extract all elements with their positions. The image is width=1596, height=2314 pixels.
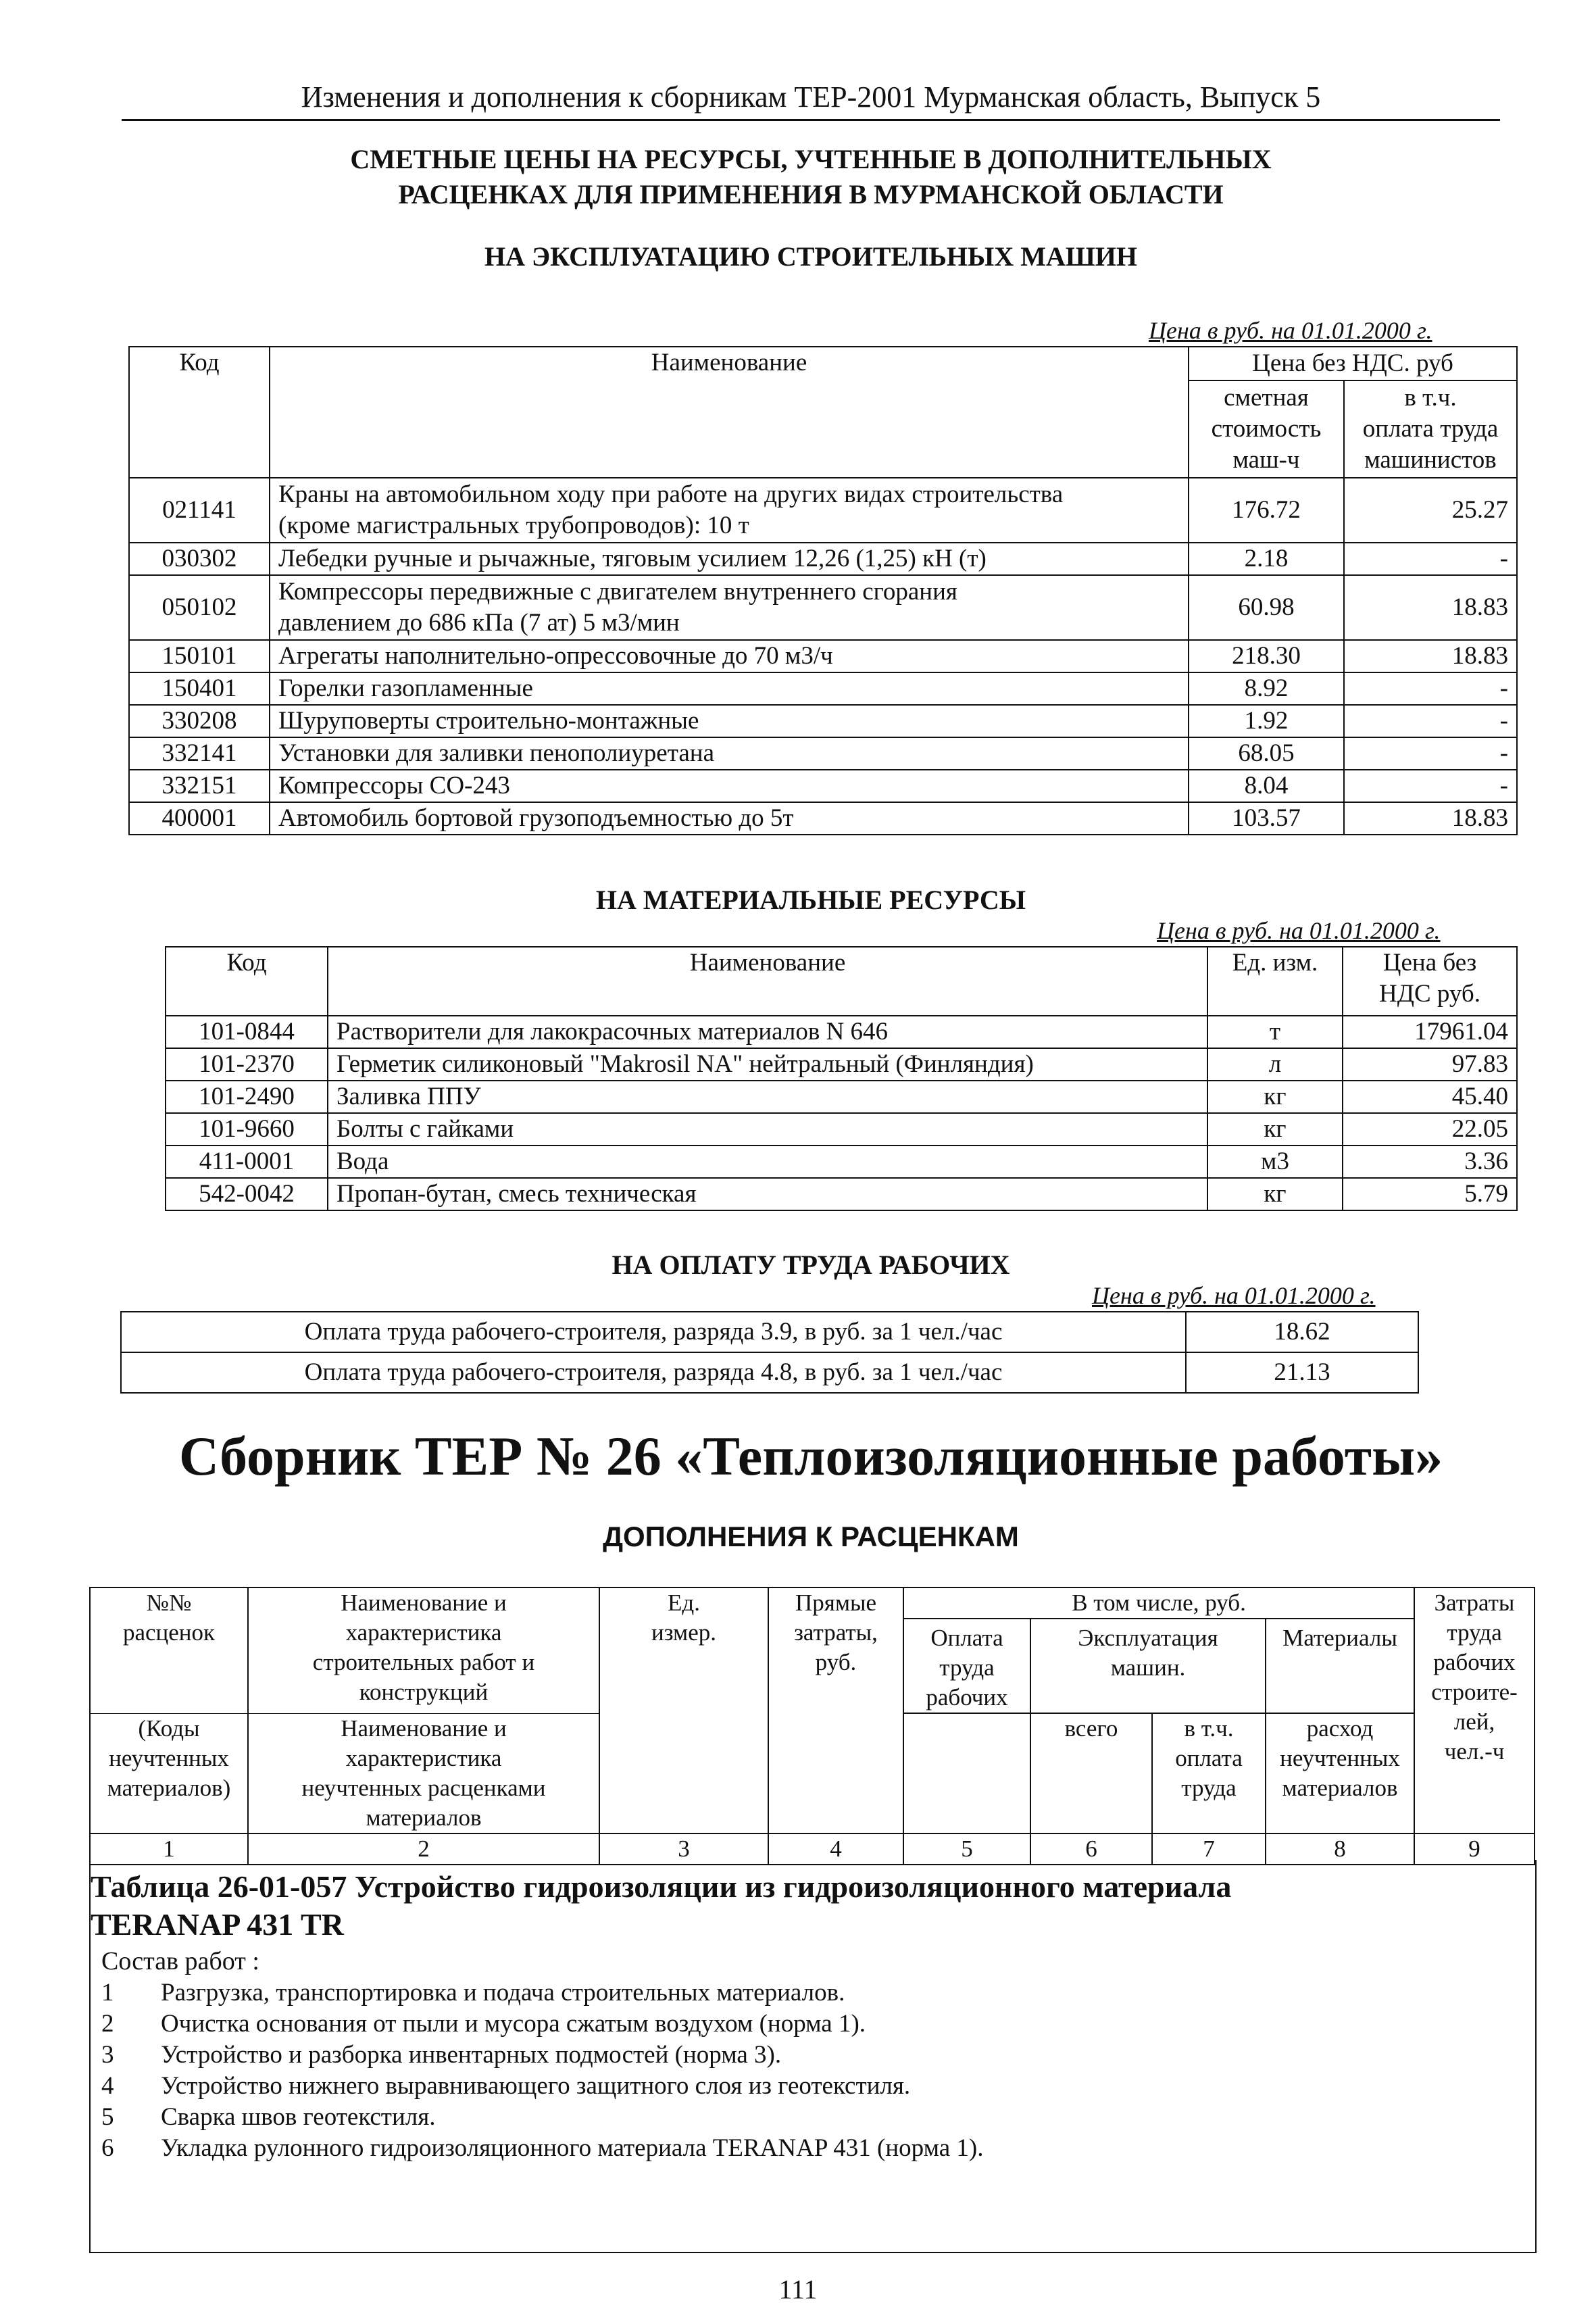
material-name: Пропан-бутан, смесь техническая (328, 1178, 1207, 1210)
section-title (122, 142, 1500, 212)
material-row (166, 1113, 1517, 1146)
machine-wage: 25.27 (1344, 478, 1517, 543)
col-price-header: Цена без НДС. руб (1189, 347, 1517, 380)
col-cost-header: сметная стоимость маш-ч (1189, 380, 1344, 478)
machine-name-line: Лебедки ручные и рычажные, тяговым усилием 12,26 (1,25) кН (т) (278, 545, 987, 572)
machine-name-line: (кроме магистральных трубопроводов): 10 т (278, 512, 749, 539)
machine-name (270, 672, 1189, 705)
machine-row (129, 737, 1517, 770)
machine-wage: - (1344, 770, 1517, 802)
machine-name (270, 705, 1189, 737)
machine-code: 030302 (129, 543, 270, 575)
column-number: 7 (1152, 1833, 1266, 1865)
machine-code: 150401 (129, 672, 270, 705)
collection-title: Сборник ТЕР № 26 «Теплоизоляционные работы» (178, 1425, 1443, 1487)
machine-row (129, 672, 1517, 705)
machine-name-line: Компрессоры СО-243 (278, 772, 510, 799)
norm-number-header: №№ расценок (90, 1587, 248, 1713)
running-header: Изменения и дополнения к сборникам ТЕР-2001 Мурманская область, Выпуск 5 (301, 80, 1321, 114)
machine-name-line: Агрегаты наполнительно-опрессовочные до 70 м3/ч (278, 642, 833, 670)
work-item (101, 2071, 984, 2102)
machine-cost: 176.72 (1189, 478, 1344, 543)
work-item (101, 2040, 984, 2071)
machine-row (129, 770, 1517, 802)
work-item (101, 2102, 984, 2133)
norm-materials-header: Материалы (1266, 1619, 1414, 1713)
machine-name (270, 640, 1189, 672)
column-number: 4 (768, 1833, 903, 1865)
norm-wages-header: Оплата труда рабочих (903, 1619, 1030, 1713)
work-item-text: Укладка рулонного гидроизоляционного материала TERANAP 431 (норма 1). (161, 2134, 984, 2162)
material-row (166, 1016, 1517, 1048)
column-number: 6 (1030, 1833, 1152, 1865)
col-wage-header: в т.ч. оплата труда машинистов (1344, 380, 1517, 478)
column-number: 8 (1266, 1833, 1414, 1865)
work-item-text: Устройство нижнего выравнивающего защитного слоя из геотекстиля. (161, 2072, 911, 2100)
work-item (101, 1977, 984, 2009)
machine-name-line: давлением до 686 кПа (7 ат) 5 м3/мин (278, 609, 680, 637)
material-price: 45.40 (1343, 1081, 1517, 1113)
machine-row (129, 478, 1517, 543)
material-name: Болты с гайками (328, 1113, 1207, 1146)
material-row (166, 1178, 1517, 1210)
machine-code: 400001 (129, 802, 270, 835)
machine-name (270, 575, 1189, 640)
machine-wage: - (1344, 705, 1517, 737)
labor-row (121, 1312, 1418, 1352)
machine-row (129, 705, 1517, 737)
page-number: 111 (778, 2274, 818, 2305)
machine-code: 050102 (129, 575, 270, 640)
material-price: 22.05 (1343, 1113, 1517, 1146)
norm-material-use-header: расход неучтенных материалов (1266, 1713, 1414, 1833)
machines-heading: НА ЭКСПЛУАТАЦИЮ СТРОИТЕЛЬНЫХ МАШИН (484, 241, 1137, 272)
work-item-text: Очистка основания от пыли и мусора сжатым воздухом (норма 1). (161, 2010, 866, 2038)
work-item-number: 2 (101, 2010, 114, 2038)
section-title-line-2: РАСЦЕНКАХ ДЛЯ ПРИМЕНЕНИЯ В МУРМАНСКОЙ ОБЛАСТИ (398, 179, 1224, 210)
material-unit: л (1207, 1048, 1343, 1081)
column-number: 2 (248, 1833, 599, 1865)
material-row (166, 1146, 1517, 1178)
material-price: 5.79 (1343, 1178, 1517, 1210)
materials-price-note: Цена в руб. на 01.01.2000 г. (1157, 917, 1441, 944)
norm-machines-header: Эксплуатация машин. (1030, 1619, 1266, 1713)
machines-price-table (128, 346, 1518, 835)
norm-wages-empty (903, 1713, 1030, 1833)
material-name: Герметик силиконовый "Makrosil NA" нейтральный (Финляндия) (328, 1048, 1207, 1081)
norm-including-header: В том числе, руб. (903, 1587, 1414, 1619)
materials-price-table (165, 946, 1518, 1211)
machine-name-line: Установки для заливки пенополиуретана (278, 739, 714, 767)
labor-price-table (120, 1311, 1419, 1394)
work-item-number: 1 (101, 1979, 114, 2007)
work-item-text: Разгрузка, транспортировка и подача строительных материалов. (161, 1979, 845, 2007)
table-caption: Таблица 26-01-057 Устройство гидроизоляции из гидроизоляционного материала TERANAP 431 TR (91, 1869, 1232, 1942)
material-code: 101-2370 (166, 1048, 328, 1081)
machine-cost: 8.92 (1189, 672, 1344, 705)
labor-heading: НА ОПЛАТУ ТРУДА РАБОЧИХ (612, 1250, 1010, 1280)
machine-wage: 18.83 (1344, 802, 1517, 835)
work-item-number: 4 (101, 2072, 114, 2100)
col-code-header: Код (129, 347, 270, 478)
material-unit: т (1207, 1016, 1343, 1048)
norm-name-header: Наименование и характеристика строительных работ и конструкций (248, 1587, 599, 1713)
machine-wage: 18.83 (1344, 640, 1517, 672)
machine-cost: 60.98 (1189, 575, 1344, 640)
machine-wage: - (1344, 543, 1517, 575)
machine-code: 150101 (129, 640, 270, 672)
machine-name (270, 478, 1189, 543)
machine-cost: 1.92 (1189, 705, 1344, 737)
work-item (101, 2133, 984, 2164)
column-number: 5 (903, 1833, 1030, 1865)
norm-unit-header: Ед. измер. (599, 1587, 768, 1833)
materials-heading: НА МАТЕРИАЛЬНЫЕ РЕСУРСЫ (595, 885, 1026, 915)
labor-name: Оплата труда рабочего-строителя, разряда 4.8, в руб. за 1 чел./час (121, 1352, 1186, 1393)
labor-price: 18.62 (1186, 1312, 1418, 1352)
material-code: 411-0001 (166, 1146, 328, 1178)
material-unit: кг (1207, 1081, 1343, 1113)
norm-direct-costs-header: Прямые затраты, руб. (768, 1587, 903, 1833)
work-item-number: 3 (101, 2041, 114, 2069)
machine-name-line: Шуруповерты строительно-монтажные (278, 707, 699, 735)
column-number: 1 (90, 1833, 248, 1865)
machine-code: 330208 (129, 705, 270, 737)
material-row (166, 1081, 1517, 1113)
norm-machines-wages-header: в т.ч. оплата труда (1152, 1713, 1266, 1833)
section-title-line-1: СМЕТНЫЕ ЦЕНЫ НА РЕСУРСЫ, УЧТЕННЫЕ В ДОПОЛНИТЕЛЬНЫХ (350, 144, 1272, 174)
labor-price: 21.13 (1186, 1352, 1418, 1393)
machine-row (129, 640, 1517, 672)
material-unit: кг (1207, 1113, 1343, 1146)
machine-name (270, 543, 1189, 575)
machine-cost: 218.30 (1189, 640, 1344, 672)
labor-price-note: Цена в руб. на 01.01.2000 г. (1092, 1282, 1376, 1309)
norm-labor-header: Затраты труда рабочих строите- лей, чел.-ч (1414, 1587, 1535, 1833)
work-composition-list (101, 1977, 984, 2164)
col-unit-header: Ед. изм. (1207, 947, 1343, 1016)
machines-price-note: Цена в руб. на 01.01.2000 г. (1149, 317, 1432, 344)
material-price: 17961.04 (1343, 1016, 1517, 1048)
material-row (166, 1048, 1517, 1081)
machine-row (129, 575, 1517, 640)
machine-cost: 8.04 (1189, 770, 1344, 802)
labor-name: Оплата труда рабочего-строителя, разряда 3.9, в руб. за 1 чел./час (121, 1312, 1186, 1352)
work-item-text: Устройство и разборка инвентарных подмостей (норма 3). (161, 2041, 782, 2069)
work-item-text: Сварка швов геотекстиля. (161, 2103, 436, 2131)
column-number: 3 (599, 1833, 768, 1865)
collection-subtitle: ДОПОЛНЕНИЯ К РАСЦЕНКАМ (603, 1521, 1019, 1552)
col-name-header: Наименование (270, 347, 1189, 478)
machine-name (270, 737, 1189, 770)
machine-row (129, 543, 1517, 575)
norm-codes-header: (Коды неучтенных материалов) (90, 1713, 248, 1833)
machine-name-line: Автомобиль бортовой грузоподъемностью до 5т (278, 804, 794, 832)
machine-code: 332141 (129, 737, 270, 770)
machine-name-line: Горелки газопламенные (278, 674, 533, 702)
material-code: 542-0042 (166, 1178, 328, 1210)
material-name: Растворители для лакокрасочных материалов N 646 (328, 1016, 1207, 1048)
material-name: Заливка ППУ (328, 1081, 1207, 1113)
norm-header-table (89, 1587, 1535, 1865)
machine-name-line: Краны на автомобильном ходу при работе на других видах строительства (278, 481, 1064, 508)
labor-row (121, 1352, 1418, 1393)
work-item-number: 6 (101, 2134, 114, 2162)
column-number: 9 (1414, 1833, 1535, 1865)
machine-code: 332151 (129, 770, 270, 802)
material-unit: кг (1207, 1178, 1343, 1210)
machine-cost: 103.57 (1189, 802, 1344, 835)
machine-name-line: Компрессоры передвижные с двигателем внутреннего сгорания (278, 578, 957, 606)
material-unit: м3 (1207, 1146, 1343, 1178)
work-composition-heading: Состав работ : (101, 1947, 259, 1975)
work-item-number: 5 (101, 2103, 114, 2131)
col-price-header: Цена без НДС руб. (1343, 947, 1517, 1016)
machine-name (270, 770, 1189, 802)
machine-wage: - (1344, 737, 1517, 770)
machine-wage: - (1344, 672, 1517, 705)
machine-cost: 2.18 (1189, 543, 1344, 575)
col-code-header: Код (166, 947, 328, 1016)
material-code: 101-2490 (166, 1081, 328, 1113)
norm-materials-name-header: Наименование и характеристика неучтенных расценками материалов (248, 1713, 599, 1833)
material-price: 3.36 (1343, 1146, 1517, 1178)
material-name: Вода (328, 1146, 1207, 1178)
work-item (101, 2009, 984, 2040)
machine-wage: 18.83 (1344, 575, 1517, 640)
material-price: 97.83 (1343, 1048, 1517, 1081)
material-code: 101-9660 (166, 1113, 328, 1146)
header-rule (122, 119, 1500, 121)
norm-machines-total-header: всего (1030, 1713, 1152, 1833)
machine-name (270, 802, 1189, 835)
machine-cost: 68.05 (1189, 737, 1344, 770)
col-name-header: Наименование (328, 947, 1207, 1016)
material-code: 101-0844 (166, 1016, 328, 1048)
machine-code: 021141 (129, 478, 270, 543)
machine-row (129, 802, 1517, 835)
